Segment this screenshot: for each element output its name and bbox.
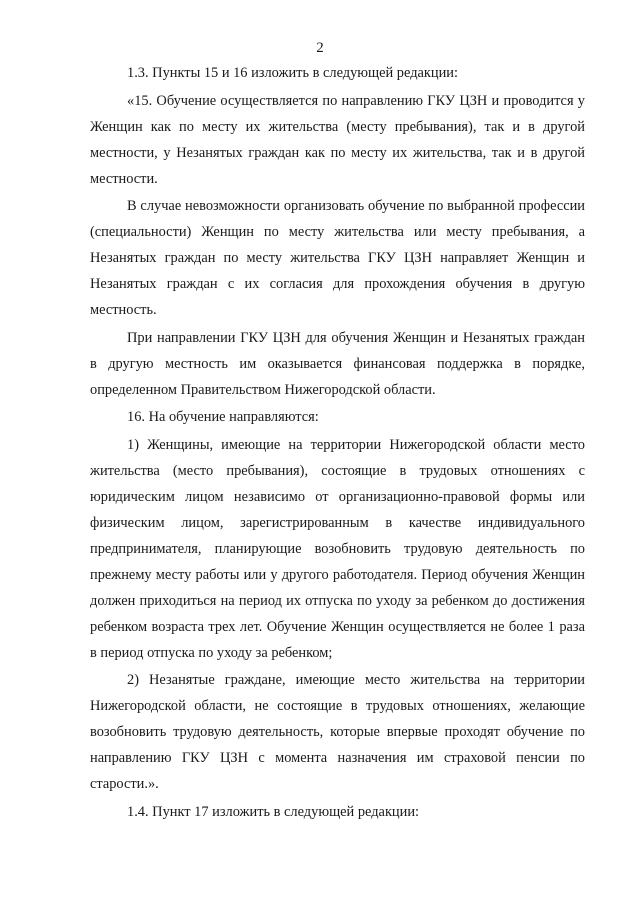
paragraph-1-3-heading: 1.3. Пункты 15 и 16 изложить в следующей редакции: xyxy=(127,65,458,81)
paragraph-16-item-2: 2) Незанятые граждане, имеющие место жительства на территории Нижегородской области, не состоящие в трудовых отношениях, желающие возобновить трудовую деятельность, которые впервые проходят обучение по направлению ГКУ ЦЗН с момента назначения им страховой пенсии по старости.». xyxy=(90,672,585,792)
paragraph-1-4-heading: 1.4. Пункт 17 изложить в следующей редакции: xyxy=(127,803,420,820)
paragraph-16-item-1: 1) Женщины, имеющие на территории Нижегородской области место жительства (место пребывания), состоящие в трудовых отношениях с юридическим лицом независимо от организационно-правовой формы или физическим лицом, зарегистрированным в качестве индивидуального предпринимателя, планирующие возобновить трудовую деятельность по прежнему месту работы или у другого работодателя. Период обучения Женщин должен приходиться на период их отпуска по уходу за ребенком до достижения ребенком возраста трех лет. Обучение Женщин осуществляется не более 1 раза в период отпуска по уходу за ребенком; xyxy=(90,436,585,661)
page-number: 2 xyxy=(316,40,324,56)
paragraph-15-intro: «15. Обучение осуществляется по направлению ГКУ ЦЗН и проводится у Женщин как по месту их жительства (месту пребывания), так и в другой местности, у Незанятых граждан как по месту их жительства, так и в другой местности. xyxy=(90,92,585,187)
paragraph-15-financial-support: При направлении ГКУ ЦЗН для обучения Женщин и Незанятых граждан в другую местность им оказывается финансовая поддержка в порядке, определенном Правительством Нижегородской области. xyxy=(90,329,585,398)
paragraph-15-relocation: В случае невозможности организовать обучение по выбранной профессии (специальности) Женщин по месту жительства или месту пребывания, а Незанятых граждан по месту жительства ГКУ ЦЗН направляет Женщин и Незанятых граждан с их согласия для прохождения обучения в другую местность. xyxy=(90,198,585,318)
paragraph-16-heading: 16. На обучение направляются: xyxy=(127,409,319,425)
document-body xyxy=(90,60,585,826)
